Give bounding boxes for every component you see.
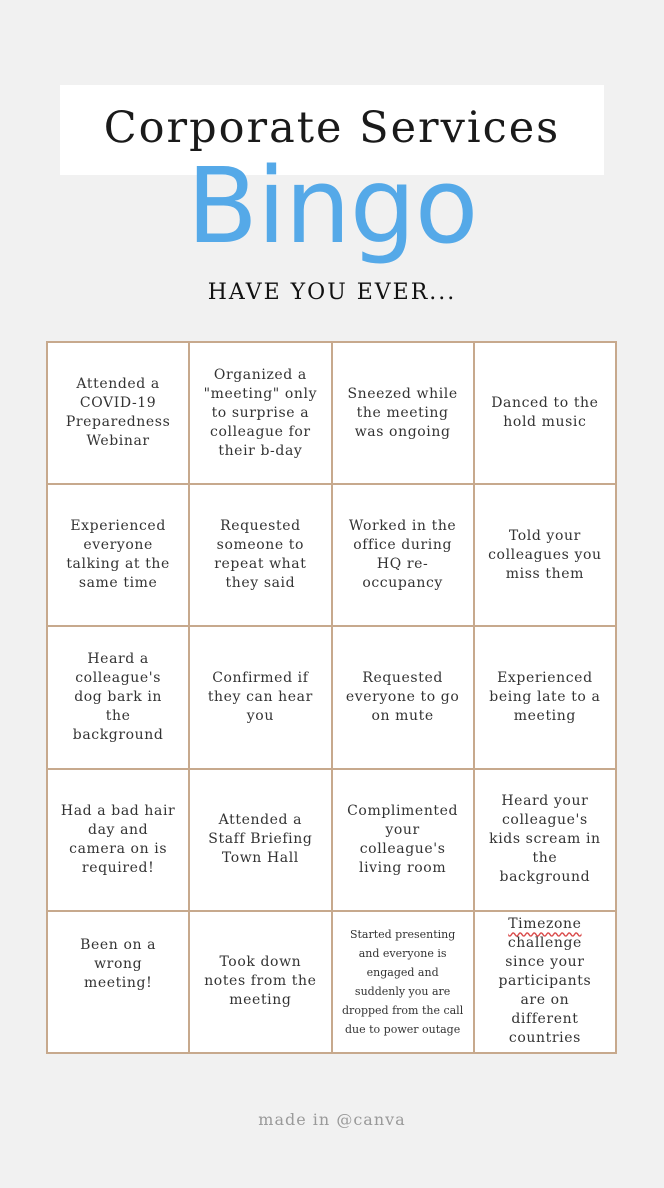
subtitle: HAVE YOU EVER... [207,280,457,305]
bingo-cell[interactable]: Requested someone to repeat what they said [190,485,330,625]
bingo-cell-rest: challenge since your participants are on different countries [498,935,592,1047]
bingo-cell[interactable]: Been on a wrong meeting! [48,912,188,1052]
spellcheck-underlined-word: Timezone [508,916,582,933]
bingo-cell[interactable]: Attended a COVID-19 Preparedness Webinar [48,343,188,483]
bingo-cell[interactable]: Sneezed while the meeting was ongoing [333,343,473,483]
bingo-cell[interactable]: Heard your colleague's kids scream in the background [475,770,615,910]
bingo-cell[interactable]: Heard a colleague's dog bark in the background [48,627,188,767]
bingo-cell[interactable]: Started presenting and everyone is engaged and suddenly you are dropped from the call due to power outage [333,912,473,1052]
bingo-cell[interactable]: Told your colleagues you miss them [475,485,615,625]
bingo-cell[interactable] [475,912,615,1052]
footer-credit: made in @canva [258,1110,406,1129]
bingo-grid [46,341,617,1054]
bingo-cell[interactable]: Confirmed if they can hear you [190,627,330,767]
bingo-cell[interactable]: Experienced everyone talking at the same time [48,485,188,625]
bingo-cell[interactable]: Experienced being late to a meeting [475,627,615,767]
bingo-cell-text [487,915,603,1048]
bingo-cell[interactable]: Attended a Staff Briefing Town Hall [190,770,330,910]
bingo-cell[interactable]: Organized a "meeting" only to surprise a colleague for their b-day [190,343,330,483]
bingo-cell[interactable]: Requested everyone to go on mute [333,627,473,767]
bingo-cell[interactable]: Worked in the office during HQ re-occupancy [333,485,473,625]
page-title: Corporate Services [103,103,561,153]
bingo-cell[interactable]: Took down notes from the meeting [190,912,330,1052]
bingo-cell[interactable]: Danced to the hold music [475,343,615,483]
bingo-cell[interactable]: Complimented your colleague's living room [333,770,473,910]
bingo-cell[interactable]: Had a bad hair day and camera on is required! [48,770,188,910]
bingo-heading: Bingo [186,145,478,267]
